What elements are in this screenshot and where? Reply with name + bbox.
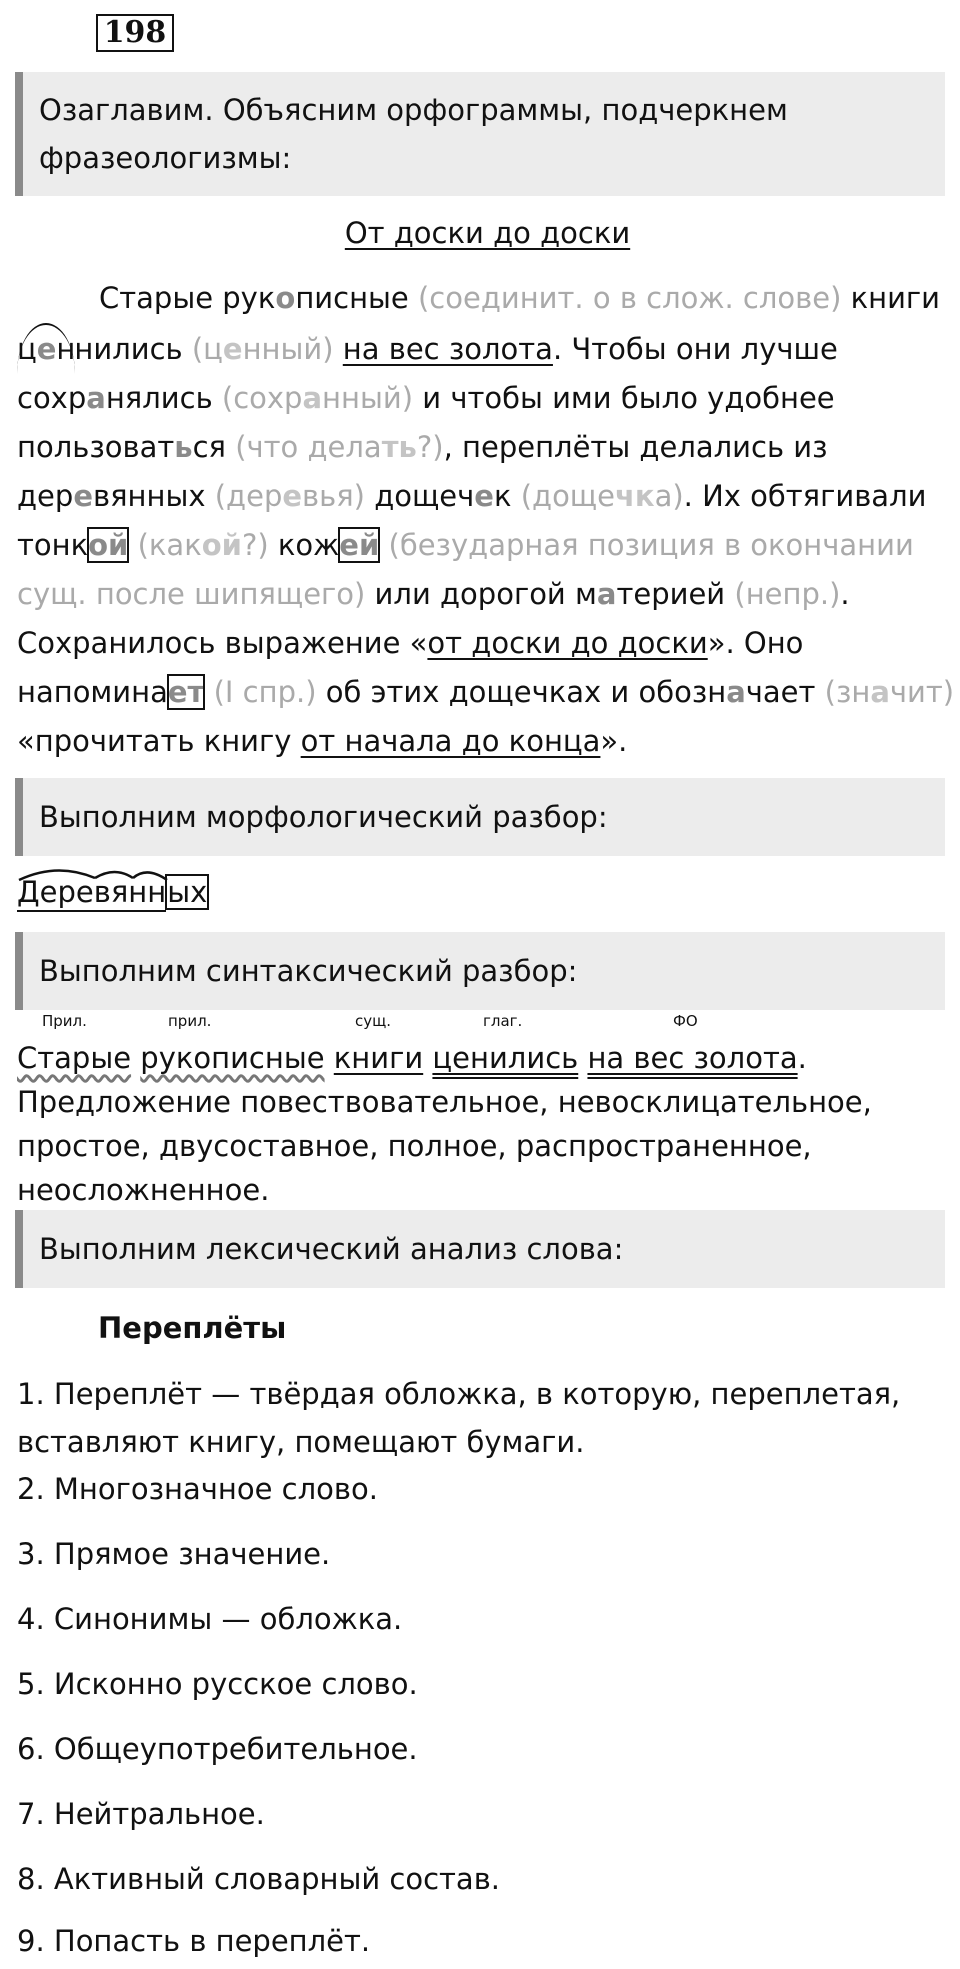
title-text: От доски до доски [344, 216, 631, 250]
instruction-line-2: фразеологизмы: [39, 141, 292, 175]
syntax-sentence: Старые рукописные книги ценились на вес золота. [17, 1041, 807, 1075]
syntax-word-2: рукописные [140, 1041, 325, 1075]
syntax-desc-line-1: Предложение повествовательное, невосклицательное, [17, 1085, 872, 1119]
ending-box: ет [167, 675, 205, 709]
text-title [0, 216, 960, 250]
lexical-item-9: 9. Попасть в переплёт. [17, 1924, 371, 1958]
instruction-bar-morph: Выполним морфологический разбор: [15, 778, 945, 856]
text-line-10: «прочитать книгу от начала до конца». [17, 724, 628, 758]
text-line-2: ценнились (ценный) на вес золота. Чтобы они лучше [17, 323, 954, 374]
text-line-1: Старые рукописные (соединит. о в слож. слове) книги [99, 281, 941, 315]
syntax-label-5: ФО [673, 1012, 698, 1030]
text-line-8: Сохранилось выражение «от доски до доски». Оно [17, 626, 804, 660]
syntax-predicate: ценились [432, 1041, 579, 1075]
syntax-subject: книги [333, 1041, 424, 1075]
lexical-item-8: 8. Активный словарный состав. [17, 1862, 501, 1896]
syntax-label-1: Прил. [42, 1012, 87, 1030]
lexical-word: Переплёты [98, 1311, 287, 1345]
lexical-item-3: 3. Прямое значение. [17, 1537, 331, 1571]
syntax-label-2: прил. [168, 1012, 212, 1030]
text-line-3: сохранялись (сохранный) и чтобы ими было удобнее [17, 381, 835, 415]
lexical-item-6: 6. Общеупотребительное. [17, 1732, 418, 1766]
syntax-phraseologism: на вес золота [587, 1041, 798, 1075]
lexical-item-7: 7. Нейтральное. [17, 1797, 265, 1831]
phraseologism-1: на вес золота [342, 332, 553, 366]
syntax-desc-line-3: неосложненное. [17, 1173, 270, 1207]
text-line-6: тонкой (какой?) кожей (безударная позиция в окончании [17, 528, 914, 562]
lexical-item-5: 5. Исконно русское слово. [17, 1667, 418, 1701]
ending-box: ей [339, 528, 380, 562]
syntax-label-4: глаг. [483, 1012, 523, 1030]
instruction-bar-syntax: Выполним синтаксический разбор: [15, 932, 945, 1010]
morph-arcs [17, 864, 172, 884]
text-line-9: напоминает (I спр.) об этих дощечках и обозначает (значит) [17, 675, 955, 709]
syntax-desc-line-2: простое, двусоставное, полное, распространенное, [17, 1129, 812, 1163]
lexical-item-4: 4. Синонимы — обложка. [17, 1602, 403, 1636]
text-line-7: сущ. после шипящего) или дорогой материей (непр.). [17, 577, 850, 611]
syntax-label-3: сущ. [355, 1012, 392, 1030]
morph-word [17, 874, 208, 912]
morph-ending-box: ых [167, 875, 208, 909]
syntax-description [17, 1080, 872, 1212]
exercise-number: 198 [96, 14, 174, 52]
text-line-5: деревянных (деревья) дощечек (дощечка). Их обтягивали [17, 479, 927, 513]
instruction-bar-title [15, 72, 945, 196]
morph-stem: Деревянн [17, 874, 166, 912]
lexical-item-2: 2. Многозначное слово. [17, 1472, 378, 1506]
lexical-item-1: 1. Переплёт — твёрдая обложка, в которую, переплетая, вставляют книгу, помещают бумаги. [17, 1377, 901, 1459]
root-arc: цен [17, 323, 75, 374]
phraseologism-2: от доски до доски [427, 626, 708, 660]
text-line-4: пользоваться (что делать?), переплёты делались из [17, 430, 828, 464]
instruction-bar-lexical: Выполним лексический анализ слова: [15, 1210, 945, 1288]
syntax-word-1: Старые [17, 1041, 132, 1075]
ending-box: ой [88, 528, 129, 562]
instruction-line-1: Озаглавим. Объясним орфограммы, подчеркнем [39, 93, 788, 127]
phraseologism-3: от начала до конца [300, 724, 601, 758]
text-paragraph [17, 274, 954, 766]
